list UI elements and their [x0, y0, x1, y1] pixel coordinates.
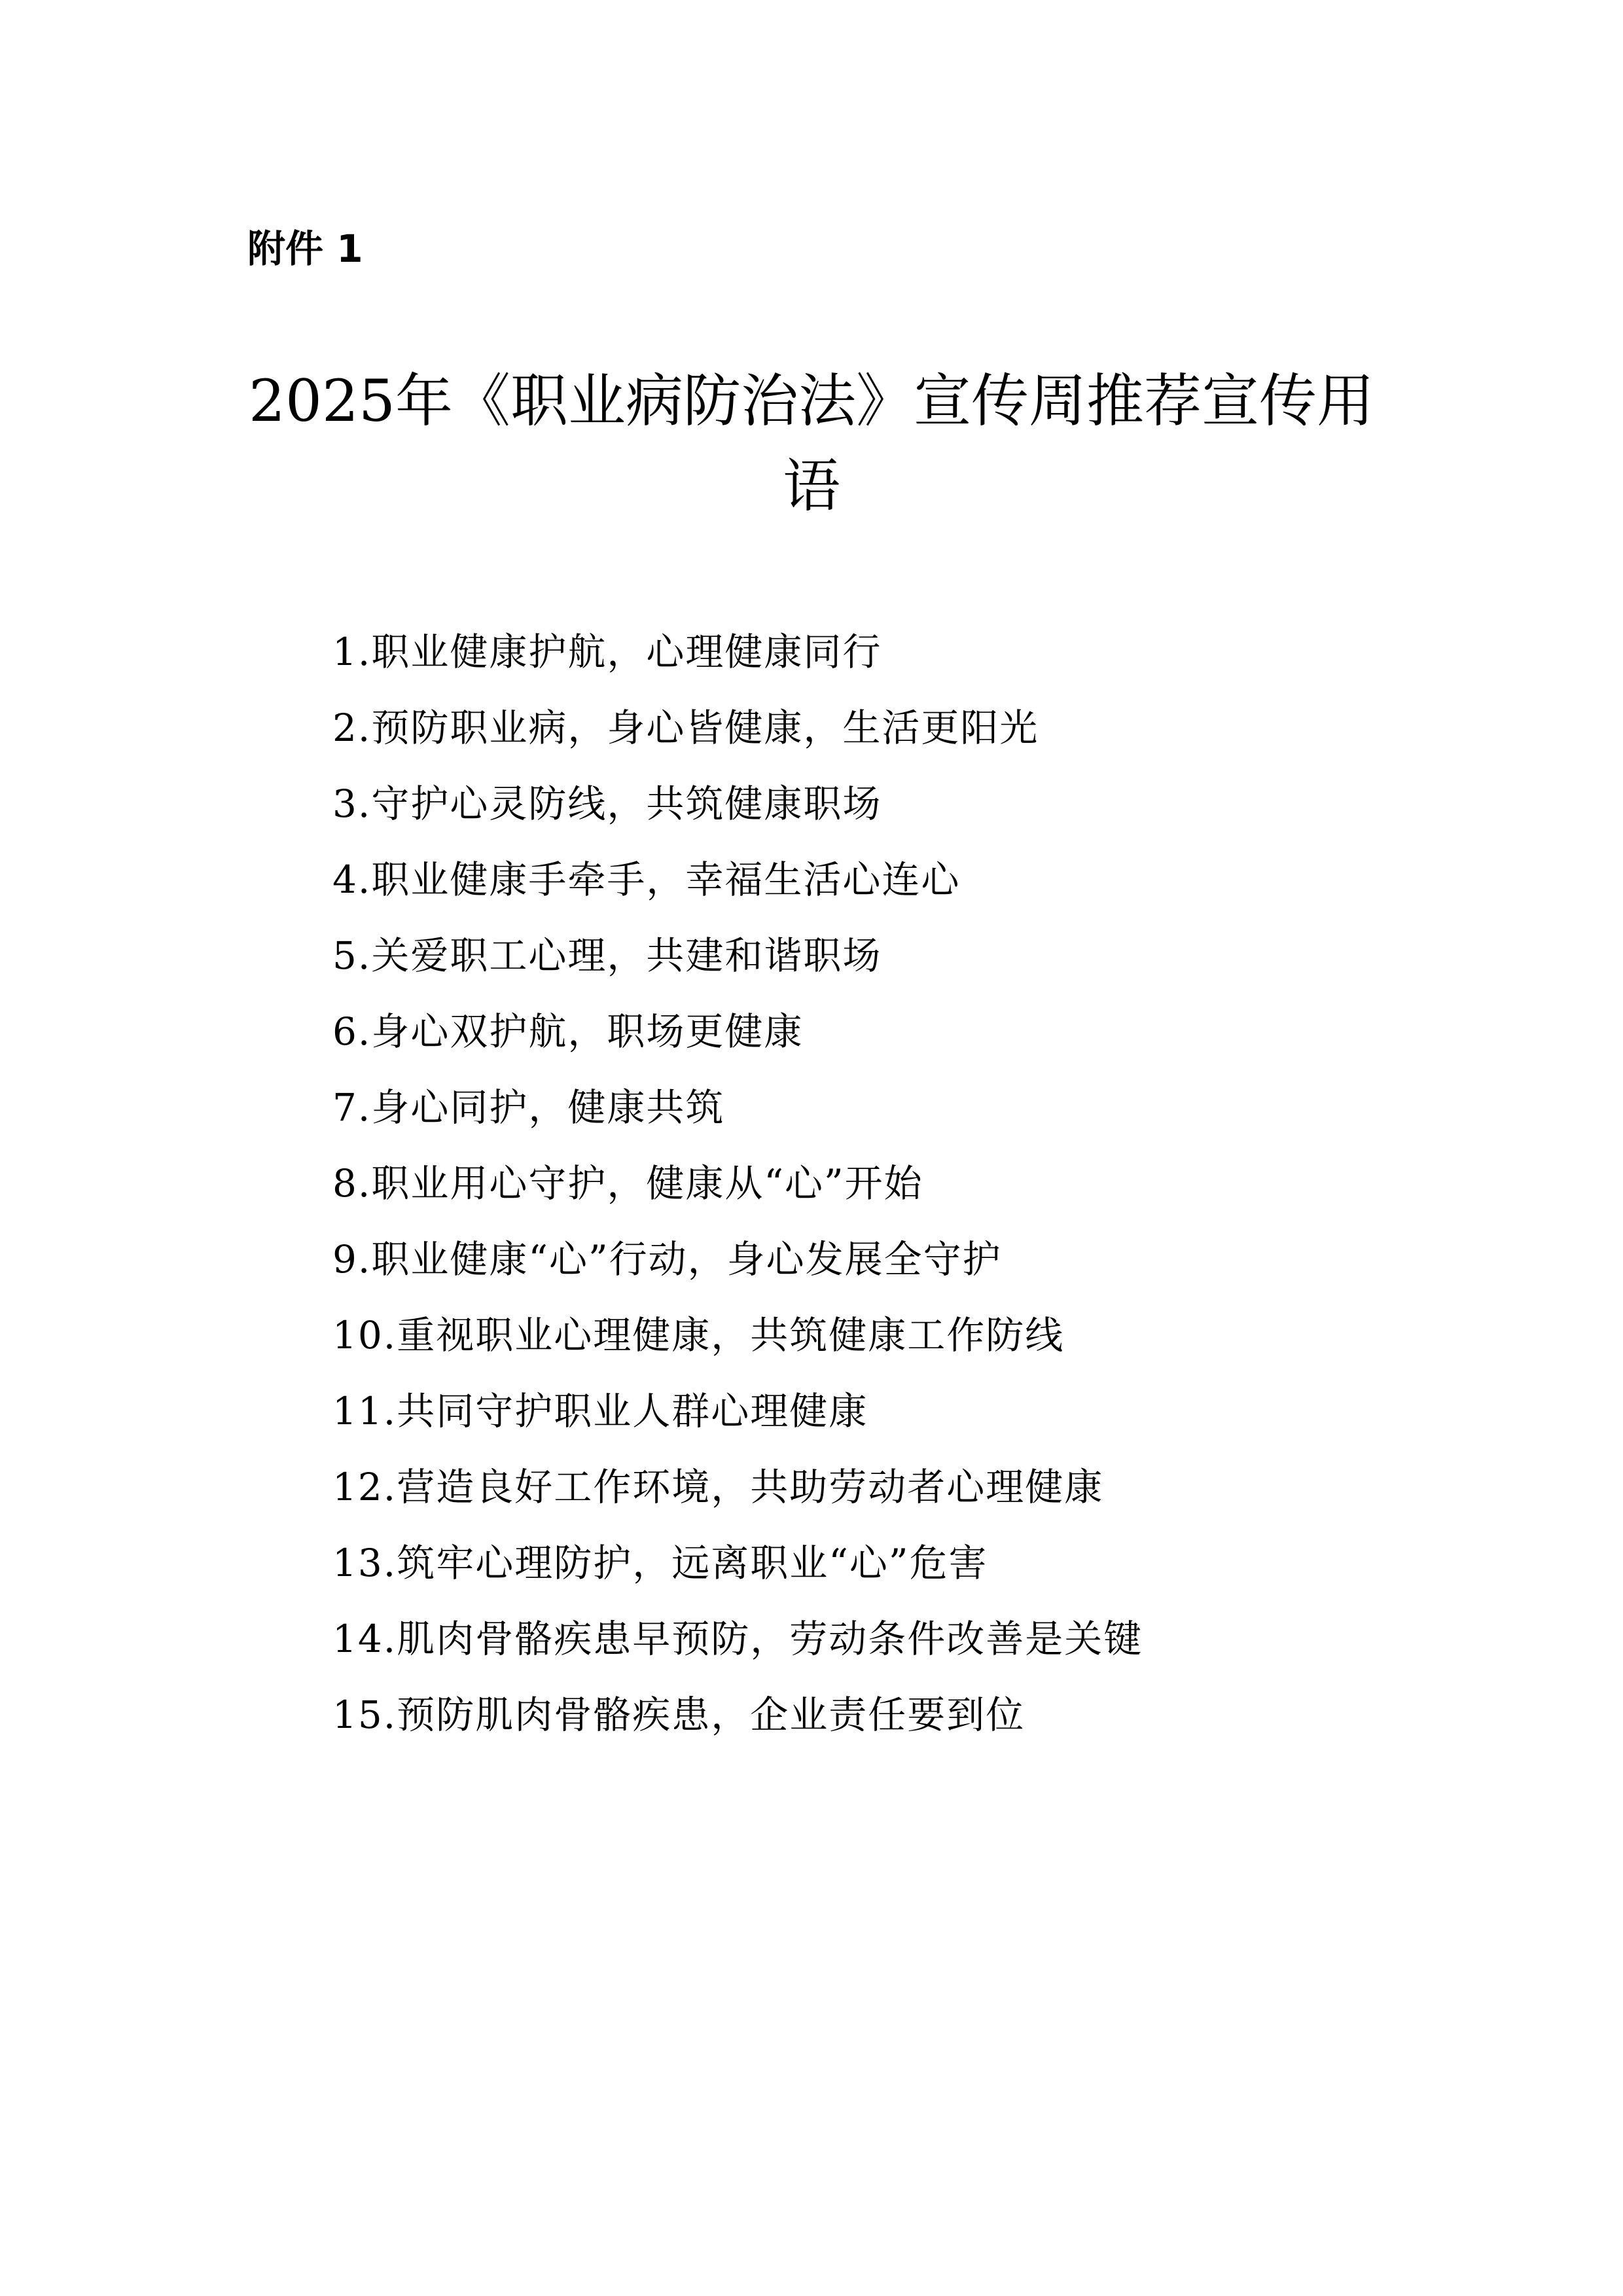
slogan-item: 10.重视职业心理健康，共筑健康工作防线 [332, 1313, 1065, 1357]
slogan-item: 2.预防职业病，身心皆健康，生活更阳光 [332, 706, 1039, 750]
slogan-item: 8.职业用心守护，健康从“心”开始 [332, 1161, 923, 1206]
slogan-item: 13.筑牢心理防护，远离职业“心”危害 [332, 1541, 988, 1585]
slogan-item: 1.职业健康护航，心理健康同行 [332, 630, 882, 674]
slogan-item: 4.职业健康手牵手，幸福生活心连心 [332, 857, 961, 902]
slogan-item: 9.职业健康“心”行动，身心发展全守护 [332, 1237, 1002, 1282]
slogan-item: 7.身心同护，健康共筑 [332, 1085, 725, 1130]
slogan-list [332, 614, 1143, 1753]
attachment-label: 附件 1 [247, 226, 363, 271]
slogan-item: 3.守护心灵防线，共筑健康职场 [332, 781, 882, 826]
slogan-item: 15.预防肌肉骨骼疾患，企业责任要到位 [332, 1693, 1026, 1737]
document-title [196, 359, 1427, 529]
title-line-1: 2025年《职业病防治法》宣传周推荐宣传用 [249, 367, 1374, 435]
slogan-item: 11.共同守护职业人群心理健康 [332, 1389, 868, 1433]
slogan-item: 6.身心双护航，职场更健康 [332, 1009, 804, 1054]
slogan-item: 14.肌肉骨骼疾患早预防，劳动条件改善是关键 [332, 1617, 1143, 1661]
slogan-item: 12.营造良好工作环境，共助劳动者心理健康 [332, 1465, 1104, 1509]
title-line-2: 语 [782, 452, 840, 520]
slogan-item: 5.关爱职工心理，共建和谐职场 [332, 933, 882, 978]
